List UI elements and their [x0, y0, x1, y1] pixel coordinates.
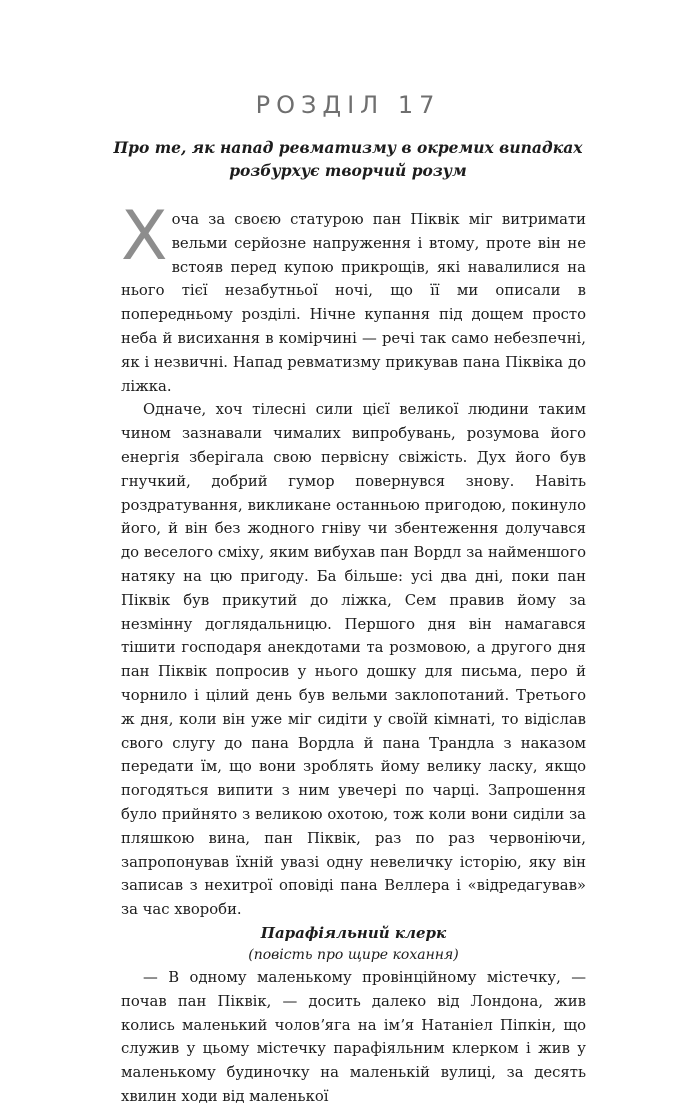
- body-text: [121, 197, 586, 1109]
- paragraph-1: [121, 197, 586, 398]
- paragraph-3: — В одному маленькому провінційному містечку, — почав пан Піквік, — досить далеко від Лондона, жив колись маленький чоловʼяга на імʼя Натаніел Піпкін, що служив у цьому містечку парафіяльним клерком і жив у маленькому будиночку на маленькій вулиці, за десять хвилин ходи від маленької: [121, 968, 586, 1105]
- story-title: Парафіяльний клерк: [260, 923, 447, 942]
- chapter-subtitle: Про те, як напад ревматизму в окремих випадках розбурхує творчий розум: [113, 138, 583, 180]
- chapter-heading: РОЗДІЛ 17: [255, 91, 441, 119]
- story-subtitle: (повість про щире кохання): [248, 946, 459, 963]
- paragraph-2: Одначе, хоч тілесні сили цієї великої людини таким чином зазнавали чималих випробувань, розумова його енергія зберігала свою первісну свіжість. Дух його був гнучкий, добрий гумор повернувся знову. Навіть роздратування, викликане останньою пригодою, покинуло його, й він без жодного гніву чи збентеження долучався до веселого сміху, яким вибухав пан Вордл за найменшого натяку на цю пригоду. Ба більше: усі два дні, поки пан Піквік був прикутий до ліжка, Сем правив йому за незмінну доглядальницю. Першого дня він намагався тішити господаря анекдотами та розмовою, а другого дня пан Піквік попросив у нього дошку для письма, перо й чорнило і цілий день був вельми заклопотаний. Третього ж дня, коли він уже міг сидіти у своїй кімнаті, то відіслав свого слугу до пана Вордла й пана Трандла з наказом передати їм, що вони зроблять йому велику ласку, якщо погодяться випити з ним увечері по чарці. Запрошення було прийнято з великою охотою, тож коли вони сиділи за пляшкою вина, пан Піквік, раз по раз червоніючи, запропонував їхній увазі одну невеличку історію, яку він записав з нехитрої оповіді пана Веллера і «відредагував» за час хвороби.: [121, 401, 586, 919]
- paragraph-1-text: оча за своєю статурою пан Піквік міг витримати вельми серйозне напруження і втому, проте він не встояв перед купою прикрощів, які навалилися на нього тієї незабутньої ночі, що її ми описали в попередньому розділі. Нічне купання під дощем просто неба й висихання в комірчині — речі так само небезпечні, як і незвичні. Напад ревматизму прикував пана Піквіка до ліжка.: [121, 211, 586, 395]
- drop-cap: Х: [121, 197, 168, 276]
